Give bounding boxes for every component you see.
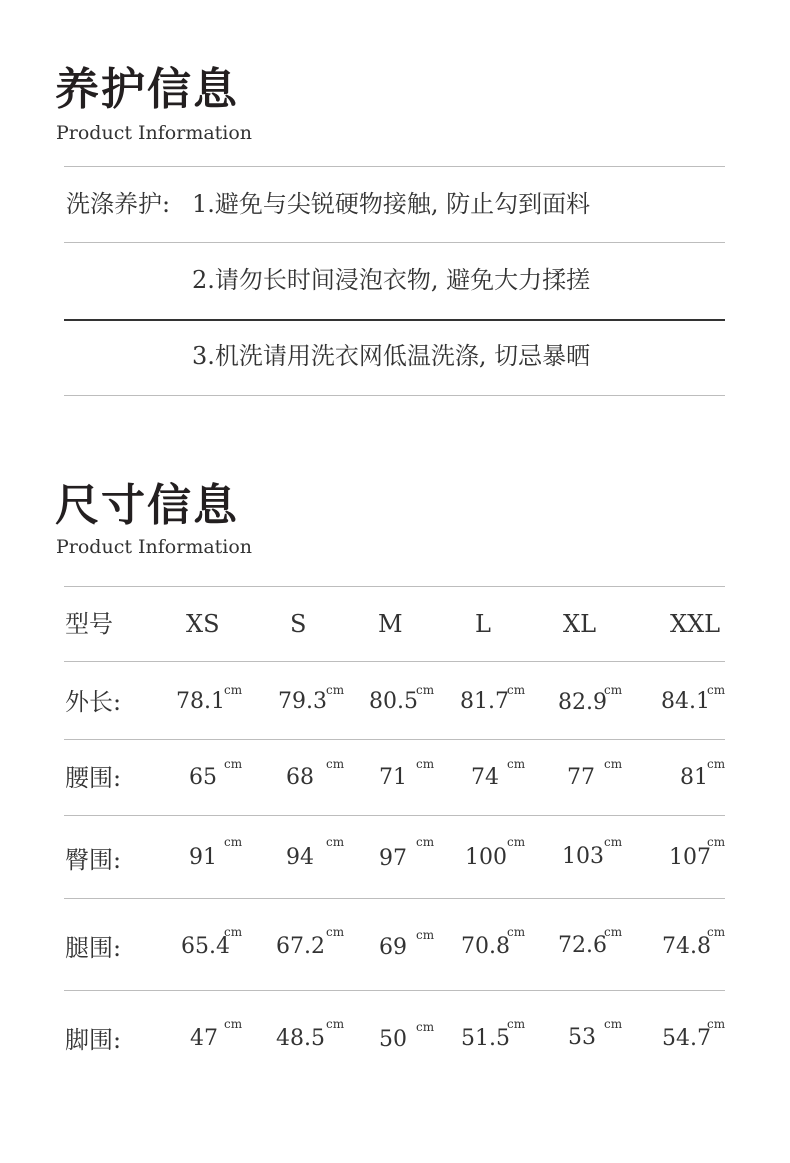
table-divider [64,586,725,587]
table-cell: 94 [286,845,314,870]
care-section-subtitle: Product Information [56,122,253,144]
size-column-l: L [475,610,491,638]
size-column-xl: XL [563,610,597,638]
table-cell: 82.9 [558,690,607,715]
table-cell: 74.8 [662,934,711,959]
table-cell: 100 [465,845,507,870]
table-cell: 65 [189,765,217,790]
table-cell: 77 [567,765,595,790]
table-cell: 74 [471,765,499,790]
table-cell: 53 [568,1025,596,1050]
table-divider [64,661,725,662]
table-cell: 81 [680,765,708,790]
table-divider [64,815,725,816]
table-cell: 79.3 [278,689,327,714]
row-label-ankle: 脚围: [65,1026,122,1054]
unit-label: cm [326,835,345,849]
table-cell: 70.8 [461,934,510,959]
table-cell: 84.1 [661,689,710,714]
unit-label: cm [507,925,526,939]
table-cell: 71 [379,765,407,790]
table-cell: 103 [562,844,604,869]
table-cell: 78.1 [176,689,225,714]
row-label-hip: 臀围: [65,846,122,874]
table-divider [64,739,725,740]
care-label: 洗涤养护: [66,190,171,218]
table-cell: 91 [189,845,217,870]
table-cell: 107 [669,845,711,870]
unit-label: cm [326,925,345,939]
table-cell: 68 [286,765,314,790]
unit-label: cm [707,757,726,771]
size-column-xxl: XXL [670,610,721,638]
divider [64,319,725,321]
table-cell: 97 [379,846,407,871]
row-label-length: 外长: [65,688,122,716]
table-cell: 69 [379,935,407,960]
unit-label: cm [416,835,435,849]
table-cell: 80.5 [369,689,418,714]
unit-label: cm [416,928,435,942]
unit-label: cm [507,835,526,849]
unit-label: cm [604,683,623,697]
divider [64,395,725,396]
unit-label: cm [326,757,345,771]
size-section-subtitle: Product Information [56,536,253,558]
size-column-m: M [378,610,403,638]
size-section-title: 尺寸信息 [55,480,239,531]
table-cell: 50 [379,1027,407,1052]
size-column-s: S [290,610,307,638]
size-column-xs: XS [186,610,220,638]
unit-label: cm [707,925,726,939]
size-header-label: 型号 [65,610,113,638]
unit-label: cm [224,757,243,771]
unit-label: cm [326,1017,345,1031]
table-divider [64,898,725,899]
table-cell: 51.5 [461,1026,510,1051]
unit-label: cm [507,1017,526,1031]
table-cell: 81.7 [460,689,509,714]
unit-label: cm [604,1017,623,1031]
table-cell: 48.5 [276,1026,325,1051]
row-label-waist: 腰围: [65,764,122,792]
unit-label: cm [604,925,623,939]
care-item-2: 2.请勿长时间浸泡衣物, 避免大力揉搓 [192,266,591,294]
unit-label: cm [416,757,435,771]
unit-label: cm [707,1017,726,1031]
unit-label: cm [224,683,243,697]
unit-label: cm [416,1020,435,1034]
table-cell: 65.4 [181,934,230,959]
unit-label: cm [224,1017,243,1031]
table-cell: 72.6 [558,933,607,958]
unit-label: cm [416,683,435,697]
unit-label: cm [326,683,345,697]
divider [64,166,725,167]
unit-label: cm [224,835,243,849]
unit-label: cm [224,925,243,939]
table-cell: 67.2 [276,934,325,959]
care-item-3: 3.机洗请用洗衣网低温洗涤, 切忌暴晒 [192,342,591,370]
unit-label: cm [707,835,726,849]
table-cell: 47 [190,1026,218,1051]
table-divider [64,990,725,991]
divider [64,242,725,243]
care-item-1: 1.避免与尖锐硬物接触, 防止勾到面料 [192,190,591,218]
unit-label: cm [507,683,526,697]
row-label-thigh: 腿围: [65,934,122,962]
care-section-title: 养护信息 [55,64,239,115]
table-cell: 54.7 [662,1026,711,1051]
unit-label: cm [507,757,526,771]
unit-label: cm [707,683,726,697]
unit-label: cm [604,757,623,771]
unit-label: cm [604,835,623,849]
